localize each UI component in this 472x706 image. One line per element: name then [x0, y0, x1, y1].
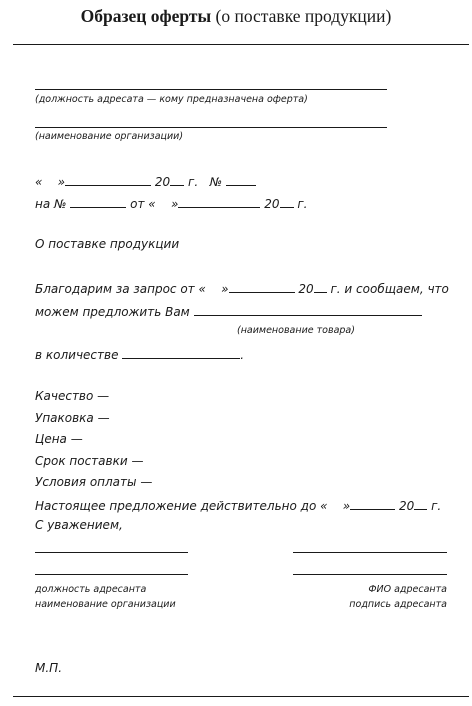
close-quote: »	[57, 175, 66, 189]
sender-name-caption: ФИО адресанта	[368, 584, 447, 595]
quantity-line	[35, 346, 244, 362]
request-year-prefix: 20	[298, 282, 314, 296]
payment-terms-line: Условия оплаты —	[35, 475, 153, 489]
reference-year-blank[interactable]	[280, 195, 294, 208]
validity-year-blank[interactable]	[414, 497, 427, 510]
thanks-text: Благодарим за запрос от «	[35, 282, 206, 296]
validity-month-blank[interactable]	[350, 497, 395, 510]
valid-year-suffix: г.	[431, 499, 442, 513]
addressee-position-caption: (должность адресата — кому предназначена оферта)	[35, 94, 308, 105]
title-normal: (о поставке продукции)	[211, 6, 392, 26]
sender-name-line[interactable]	[293, 552, 447, 553]
sender-position-line[interactable]	[35, 552, 188, 553]
sender-signature-caption: подпись адресанта	[349, 599, 447, 610]
quantity-dot: .	[240, 348, 245, 362]
document-title	[0, 6, 472, 27]
thanks-line	[35, 280, 449, 296]
offer-line	[35, 303, 422, 319]
stamp-place: М.П.	[35, 661, 63, 675]
in-quantity-text: в количестве	[35, 348, 119, 362]
valid-until-text: Настоящее предложение действительно до «	[35, 499, 328, 513]
subject-line: О поставке продукции	[35, 237, 180, 251]
addressee-org-line[interactable]	[35, 127, 387, 128]
reference-number-line	[35, 195, 307, 211]
product-name-blank[interactable]	[194, 303, 422, 316]
price-line: Цена —	[35, 432, 83, 446]
ref-close-quote: »	[170, 197, 179, 211]
addressee-position-line[interactable]	[35, 89, 387, 90]
from-quote: от «	[130, 197, 156, 211]
ref-year-prefix: 20	[264, 197, 280, 211]
on-number: на №	[35, 197, 67, 211]
request-year-blank[interactable]	[314, 280, 327, 293]
sender-org-caption: наименование организации	[35, 599, 176, 610]
can-offer-text: можем предложить Вам	[35, 305, 190, 319]
year-suffix: г.	[188, 175, 199, 189]
request-month-blank[interactable]	[229, 280, 295, 293]
outgoing-date-line	[35, 173, 256, 189]
title-bold: Образец оферты	[80, 6, 212, 26]
quantity-blank[interactable]	[122, 346, 240, 359]
sender-signature-line[interactable]	[293, 574, 447, 575]
sender-org-line[interactable]	[35, 574, 188, 575]
outgoing-month-blank[interactable]	[65, 173, 151, 186]
and-inform-text: г. и сообщаем, что	[330, 282, 449, 296]
product-caption: (наименование товара)	[237, 325, 355, 336]
valid-year-prefix: 20	[399, 499, 415, 513]
sender-position-caption: должность адресанта	[35, 584, 147, 595]
closing-line: С уважением,	[35, 518, 123, 532]
year-prefix: 20	[154, 175, 171, 189]
outgoing-number-blank[interactable]	[226, 173, 256, 186]
quality-line: Качество —	[35, 389, 110, 403]
reference-month-blank[interactable]	[178, 195, 260, 208]
title-divider	[13, 44, 469, 45]
open-quote: «	[35, 175, 43, 189]
valid-close-quote: »	[342, 499, 351, 513]
number-sign: №	[209, 175, 223, 189]
validity-line	[35, 497, 441, 513]
thanks-close-quote: »	[221, 282, 229, 296]
addressee-org-caption: (наименование организации)	[35, 131, 184, 142]
bottom-divider	[13, 696, 469, 697]
packaging-line: Упаковка —	[35, 411, 110, 425]
delivery-term-line: Срок поставки —	[35, 454, 144, 468]
reference-number-blank[interactable]	[70, 195, 126, 208]
ref-year-suffix: г.	[297, 197, 308, 211]
outgoing-year-blank[interactable]	[170, 173, 184, 186]
